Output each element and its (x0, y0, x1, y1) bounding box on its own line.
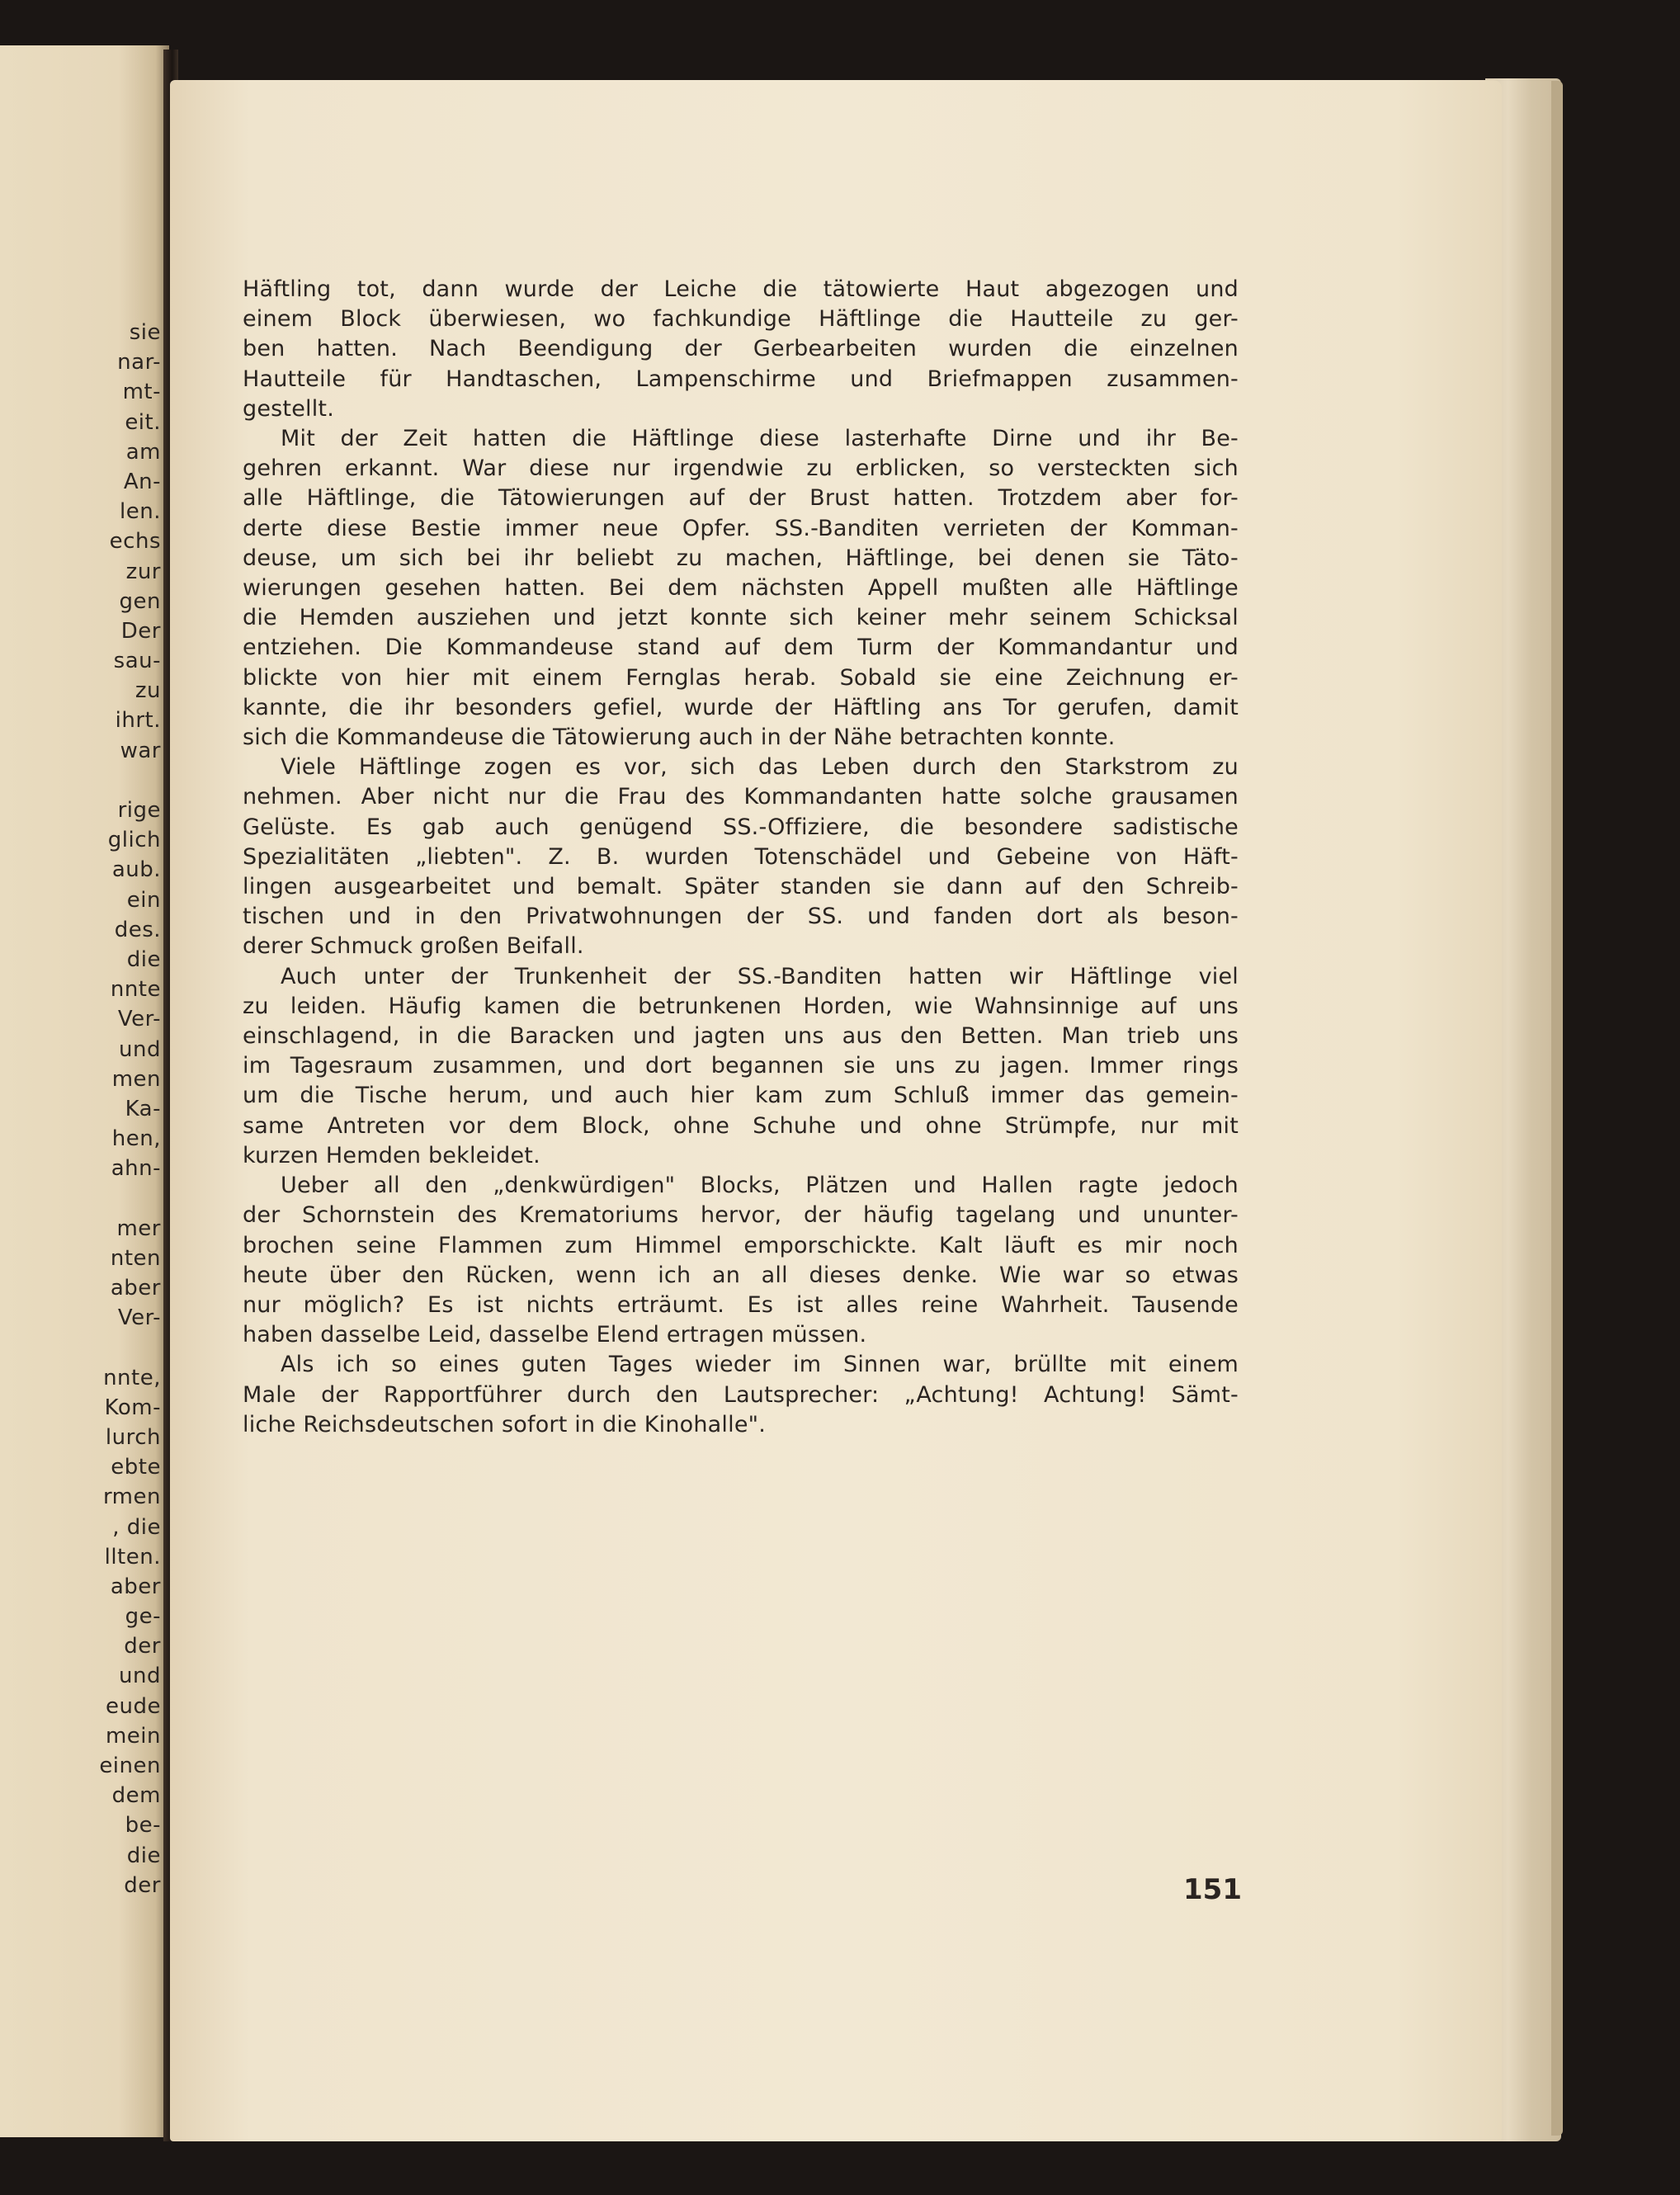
text-line: Viele Häftlinge zogen es vor, sich das Leben durch den Starkstrom zu (281, 754, 1239, 781)
text-line: sich die Kommandeuse die Tätowierung auch in der Nähe betrachten konnte. (243, 725, 1116, 751)
text-line: deuse, um sich bei ihr beliebt zu machen, Häftlinge, bei denen sie Täto- (243, 545, 1239, 571)
left-line: , die (112, 1514, 161, 1540)
left-line: gen (119, 588, 161, 614)
left-line: dem (111, 1783, 161, 1809)
left-line: hen, (111, 1126, 161, 1152)
body-text (243, 275, 1239, 1440)
left-line: mer (116, 1216, 161, 1241)
left-page (0, 45, 169, 2137)
text-line: derte diese Bestie immer neue Opfer. SS.-Banditen verrieten der Komman- (243, 515, 1239, 541)
left-line-blank (0, 1183, 161, 1213)
text-line: lingen ausgearbeitet und bemalt. Später standen sie dann auf den Schreib- (243, 874, 1239, 900)
left-line: nten (110, 1245, 161, 1271)
text-line: gehren erkannt. War diese nur irgendwie zu erblicken, so versteckten sich (243, 456, 1239, 482)
left-line: mein (105, 1723, 161, 1749)
text-line: im Tagesraum zusammen, und dort begannen sie uns zu jagen. Immer rings (243, 1053, 1239, 1079)
left-page-text-fragments (0, 318, 161, 1900)
left-line: rmen (102, 1485, 161, 1510)
left-line: aub. (111, 857, 161, 883)
text-line: tischen und in den Privatwohnungen der SS. und fanden dort als beson- (243, 904, 1239, 930)
left-line: lurch (105, 1424, 161, 1450)
text-line: kurzen Hemden bekleidet. (243, 1142, 540, 1168)
text-line: einschlagend, in die Baracken und jagten uns aus den Betten. Man trieb uns (243, 1023, 1239, 1050)
left-line: be- (125, 1813, 161, 1839)
text-line: um die Tische herum, und auch hier kam zum Schluß immer das gemein- (243, 1083, 1239, 1109)
text-line: Gelüste. Es gab auch genügend SS.-Offiziere, die besondere sadistische (243, 814, 1239, 840)
left-line: An- (123, 469, 161, 494)
left-line: die (126, 946, 161, 972)
text-line: Als ich so eines guten Tages wieder im Sinnen war, brüllte mit einem (281, 1352, 1239, 1378)
left-line: nnte, (103, 1365, 161, 1390)
text-line: nehmen. Aber nicht nur die Frau des Kommandanten hatte solche grausamen (243, 784, 1239, 810)
left-line: ge- (125, 1604, 161, 1630)
left-line: des. (114, 917, 161, 942)
left-line: eit. (125, 409, 161, 435)
text-line: heute über den Rücken, wenn ich an all dieses denke. Wie war so etwas (243, 1262, 1239, 1288)
text-line: gestellt. (243, 395, 334, 422)
text-line: Mit der Zeit hatten die Häftlinge diese lasterhafte Dirne und ihr Be- (281, 426, 1239, 452)
left-line: rige (117, 798, 161, 823)
left-line: llten. (104, 1544, 161, 1570)
text-line: zu leiden. Häufig kamen die betrunkenen Horden, wie Wahnsinnige auf uns (243, 993, 1239, 1019)
text-line: same Antreten vor dem Block, ohne Schuhe und ohne Strümpfe, nur mit (243, 1112, 1239, 1139)
text-line: brochen seine Flammen zum Himmel emporschickte. Kalt läuft es mir noch (243, 1232, 1239, 1258)
left-line: sau- (113, 649, 161, 674)
left-line: eude (106, 1693, 161, 1719)
left-line: ahn- (111, 1156, 161, 1182)
text-line: ben hatten. Nach Beendigung der Gerbearbeiten wurden die einzelnen (243, 336, 1239, 362)
left-line: der (124, 1634, 161, 1659)
left-line: glich (107, 828, 161, 853)
text-line: Spezialitäten „liebten". Z. B. wurden Totenschädel und Gebeine von Häft- (243, 843, 1239, 870)
left-line: ein (126, 887, 161, 913)
page-number: 151 (1183, 1873, 1242, 1906)
left-line: Ver- (117, 1305, 161, 1331)
text-line: haben dasselbe Leid, dasselbe Elend ertragen müssen. (243, 1322, 867, 1348)
text-line: kannte, die ihr besonders gefiel, wurde der Häftling ans Tor gerufen, damit (243, 694, 1239, 720)
text-line: der Schornstein des Krematoriums hervor, der häufig tagelang und ununter- (243, 1202, 1239, 1229)
left-line: war (120, 738, 161, 763)
left-line: zu (134, 678, 161, 704)
page-stack-shadow (1551, 81, 1563, 2136)
left-line: zur (125, 559, 161, 584)
text-line: die Hemden ausziehen und jetzt konnte sich keiner mehr seinem Schicksal (243, 605, 1239, 631)
text-line: Male der Rapportführer durch den Lautsprecher: „Achtung! Achtung! Sämt- (243, 1381, 1239, 1408)
left-line-blank (0, 766, 161, 795)
text-line: liche Reichsdeutschen sofort in die Kinohalle". (243, 1411, 767, 1437)
left-line: ihrt. (115, 708, 161, 734)
left-line: Der (120, 618, 161, 644)
left-line: nar- (117, 350, 161, 375)
left-line: aber (110, 1276, 161, 1300)
left-line: am (125, 439, 161, 465)
left-line: len. (120, 499, 161, 525)
left-line: mt- (122, 380, 161, 405)
left-line: der (124, 1872, 161, 1898)
left-line: die (126, 1843, 161, 1868)
left-line: nnte (110, 977, 161, 1003)
text-line: Hautteile für Handtaschen, Lampenschirme und Briefmappen zusammen- (243, 366, 1239, 392)
left-line: men (111, 1066, 161, 1092)
left-line: echs (109, 529, 161, 555)
text-line: Häftling tot, dann wurde der Leiche die tätowierte Haut abgezogen und (243, 276, 1239, 302)
left-line-blank (0, 1333, 161, 1362)
text-line: wierungen gesehen hatten. Bei dem nächsten Appell mußten alle Häftlinge (243, 575, 1239, 602)
left-line: ebte (111, 1455, 161, 1480)
text-line: derer Schmuck großen Beifall. (243, 933, 584, 960)
left-line: sie (129, 320, 161, 345)
text-line: Ueber all den „denkwürdigen" Blocks, Plätzen und Hallen ragte jedoch (281, 1173, 1239, 1199)
left-line: Ka- (125, 1096, 161, 1121)
left-line: Kom- (104, 1395, 161, 1420)
text-line: Auch unter der Trunkenheit der SS.-Banditen hatten wir Häftlinge viel (281, 963, 1239, 989)
text-line: einem Block überwiesen, wo fachkundige Häftlinge die Hautteile zu ger- (243, 306, 1239, 333)
text-line: blickte von hier mit einem Fernglas herab. Sobald sie eine Zeichnung er- (243, 664, 1239, 691)
text-line: nur möglich? Es ist nichts erträumt. Es ist alles reine Wahrheit. Tausende (243, 1291, 1239, 1318)
left-line: und (119, 1664, 161, 1689)
text-line: alle Häftlinge, die Tätowierungen auf der Brust hatten. Trotzdem aber for- (243, 485, 1239, 512)
left-line: einen (99, 1754, 161, 1778)
left-line: und (119, 1036, 161, 1062)
left-line: Ver- (117, 1007, 161, 1032)
left-line: aber (110, 1574, 161, 1599)
text-line: entziehen. Die Kommandeuse stand auf dem Turm der Kommandantur und (243, 635, 1239, 661)
